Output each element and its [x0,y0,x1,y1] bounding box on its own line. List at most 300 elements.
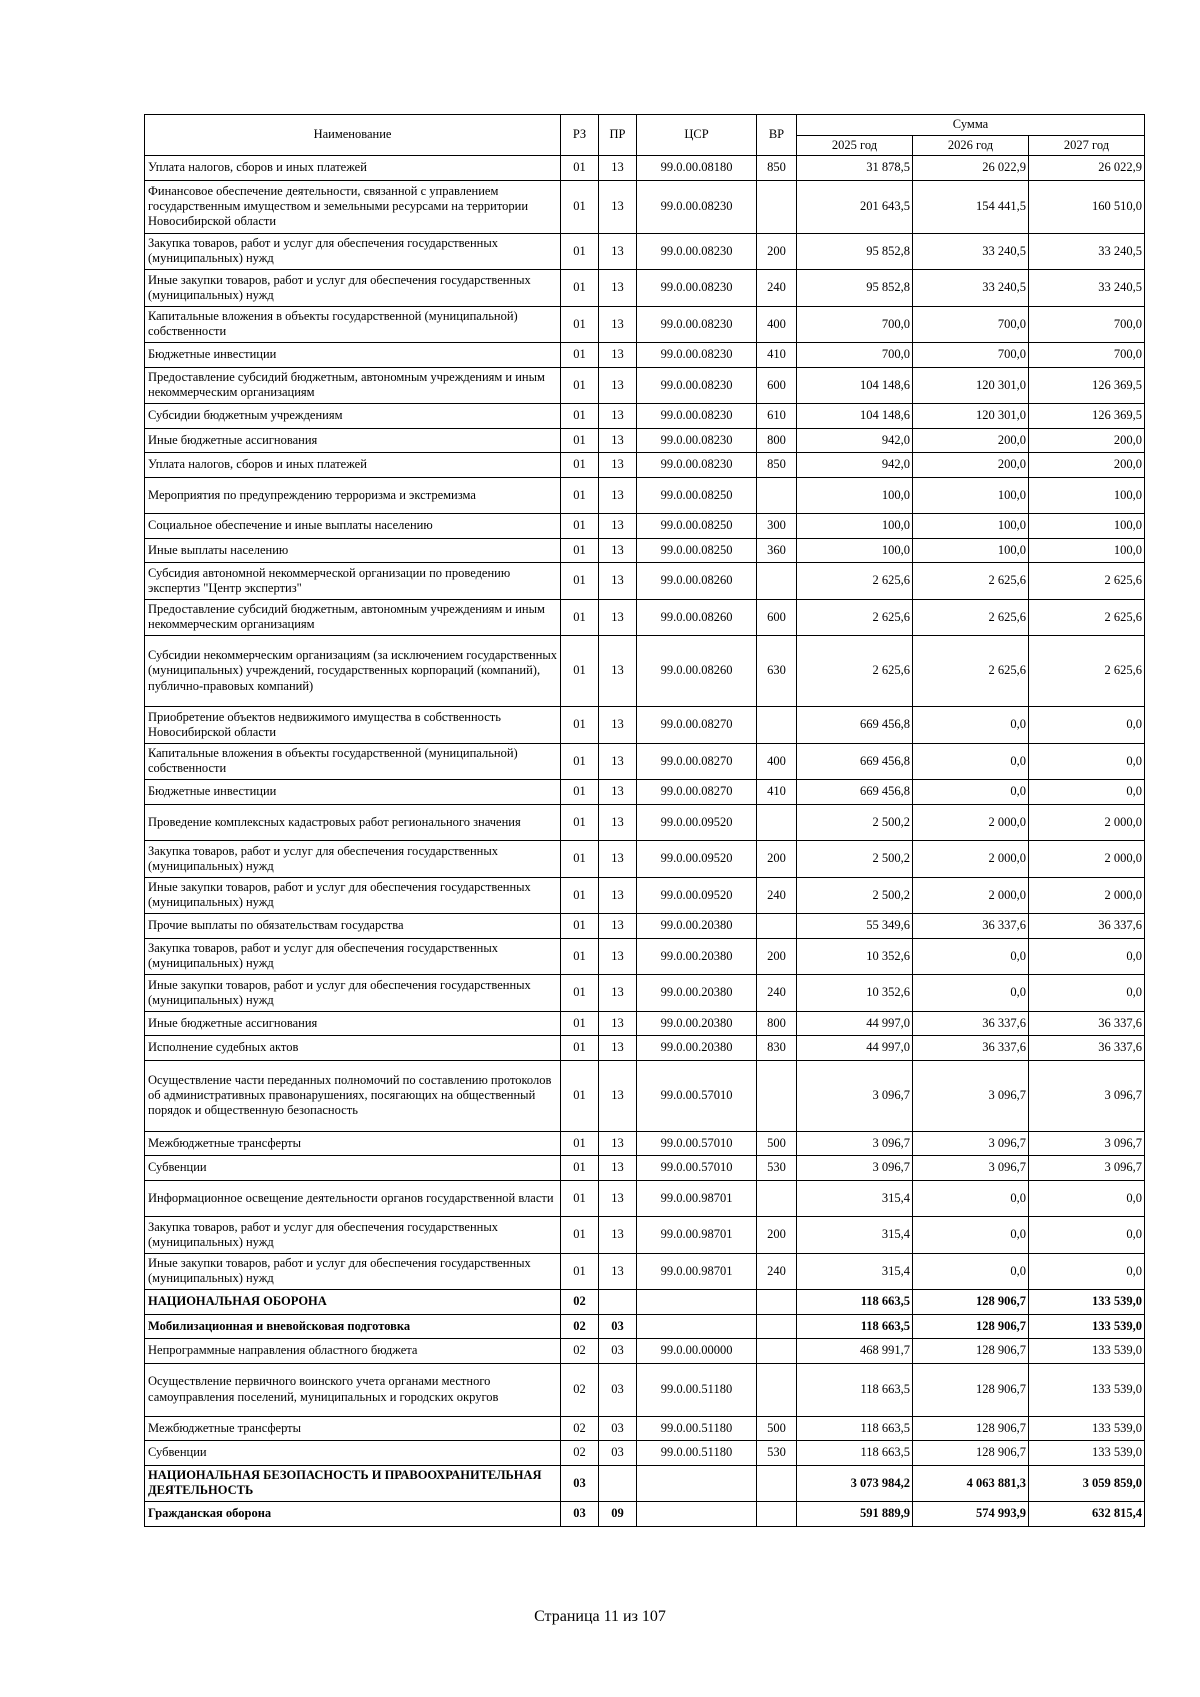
cell-sum-2025: 315,4 [797,1217,913,1254]
cell-sum-2025: 3 096,7 [797,1060,913,1131]
cell-name: Непрограммные направления областного бюджета [145,1339,561,1364]
cell-vr: 530 [757,1156,797,1181]
cell-csr: 99.0.00.08230 [637,404,757,429]
cell-vr: 800 [757,1011,797,1036]
header-year-2027: 2027 год [1029,136,1145,156]
cell-sum-2025: 669 456,8 [797,780,913,805]
table-body [145,156,1145,1527]
cell-name: Закупка товаров, работ и услуг для обеспечения государственных (муниципальных) нужд [145,841,561,878]
cell-vr: 240 [757,270,797,307]
cell-sum-2025: 468 991,7 [797,1339,913,1364]
cell-sum-2027: 2 625,6 [1029,636,1145,707]
cell-sum-2025: 315,4 [797,1253,913,1290]
cell-name: Субсидии бюджетным учреждениям [145,404,561,429]
cell-name: Иные закупки товаров, работ и услуг для обеспечения государственных (муниципальных) нужд [145,270,561,307]
cell-csr [637,1465,757,1502]
cell-sum-2026: 128 906,7 [913,1363,1029,1416]
cell-sum-2025: 315,4 [797,1180,913,1217]
cell-sum-2025: 44 997,0 [797,1036,913,1061]
cell-sum-2026: 2 625,6 [913,599,1029,636]
cell-pr: 13 [599,306,637,343]
cell-sum-2026: 4 063 881,3 [913,1465,1029,1502]
cell-pr: 13 [599,1036,637,1061]
cell-name: Приобретение объектов недвижимого имущества в собственность Новосибирской области [145,707,561,744]
table-row [145,453,1145,478]
table-row [145,1156,1145,1181]
cell-rz: 01 [561,975,599,1012]
cell-pr: 13 [599,343,637,368]
cell-rz: 01 [561,343,599,368]
cell-pr: 13 [599,599,637,636]
cell-name: Информационное освещение деятельности органов государственной власти [145,1180,561,1217]
cell-sum-2027: 100,0 [1029,538,1145,563]
cell-pr [599,1465,637,1502]
cell-sum-2027: 0,0 [1029,707,1145,744]
cell-rz: 02 [561,1441,599,1466]
cell-pr [599,1290,637,1315]
cell-vr: 400 [757,743,797,780]
cell-pr: 13 [599,233,637,270]
cell-name: Капитальные вложения в объекты государственной (муниципальной) собственности [145,306,561,343]
cell-sum-2025: 31 878,5 [797,156,913,181]
cell-sum-2026: 3 096,7 [913,1131,1029,1156]
cell-sum-2026: 128 906,7 [913,1314,1029,1339]
cell-rz: 01 [561,404,599,429]
table-row [145,477,1145,514]
cell-rz: 01 [561,780,599,805]
cell-sum-2025: 3 096,7 [797,1131,913,1156]
cell-pr: 03 [599,1416,637,1441]
cell-rz: 01 [561,1156,599,1181]
cell-sum-2027: 0,0 [1029,1253,1145,1290]
cell-sum-2026: 0,0 [913,1217,1029,1254]
cell-csr: 99.0.00.20380 [637,938,757,975]
page-number: Страница 11 из 107 [534,1608,666,1625]
cell-sum-2025: 55 349,6 [797,914,913,939]
cell-sum-2027: 36 337,6 [1029,1011,1145,1036]
cell-csr: 99.0.00.08260 [637,636,757,707]
cell-vr: 610 [757,404,797,429]
table-row [145,306,1145,343]
cell-pr: 13 [599,156,637,181]
cell-csr: 99.0.00.20380 [637,975,757,1012]
cell-rz: 01 [561,877,599,914]
cell-name: Предоставление субсидий бюджетным, автономным учреждениям и иным некоммерческим организациям [145,599,561,636]
cell-pr: 13 [599,914,637,939]
table-row [145,743,1145,780]
cell-name: Бюджетные инвестиции [145,343,561,368]
cell-csr: 99.0.00.51180 [637,1416,757,1441]
table-row [145,1036,1145,1061]
cell-sum-2027: 632 815,4 [1029,1502,1145,1527]
cell-sum-2027: 0,0 [1029,1180,1145,1217]
cell-sum-2026: 36 337,6 [913,1011,1029,1036]
cell-sum-2026: 2 625,6 [913,636,1029,707]
cell-vr: 200 [757,233,797,270]
cell-sum-2027: 0,0 [1029,1217,1145,1254]
cell-pr: 13 [599,804,637,841]
table-row [145,270,1145,307]
table-row [145,780,1145,805]
cell-name: Проведение комплексных кадастровых работ регионального значения [145,804,561,841]
cell-vr: 500 [757,1131,797,1156]
cell-csr: 99.0.00.98701 [637,1217,757,1254]
cell-sum-2025: 700,0 [797,343,913,368]
cell-sum-2026: 128 906,7 [913,1339,1029,1364]
cell-rz: 01 [561,453,599,478]
cell-pr: 13 [599,877,637,914]
cell-csr [637,1314,757,1339]
table-row [145,877,1145,914]
cell-sum-2026: 2 625,6 [913,563,1029,600]
cell-sum-2025: 2 625,6 [797,636,913,707]
header-rz: РЗ [561,115,599,156]
table-row [145,233,1145,270]
cell-sum-2026: 2 000,0 [913,877,1029,914]
cell-name: Осуществление первичного воинского учета органами местного самоуправления поселений, муниципальных и городских округов [145,1363,561,1416]
cell-sum-2026: 26 022,9 [913,156,1029,181]
table-row [145,707,1145,744]
table-row [145,1441,1145,1466]
cell-vr: 240 [757,975,797,1012]
cell-sum-2026: 128 906,7 [913,1416,1029,1441]
cell-csr: 99.0.00.08230 [637,180,757,233]
cell-rz: 01 [561,1131,599,1156]
cell-csr: 99.0.00.08260 [637,599,757,636]
cell-sum-2025: 3 073 984,2 [797,1465,913,1502]
table-row [145,404,1145,429]
cell-sum-2027: 3 096,7 [1029,1060,1145,1131]
cell-csr: 99.0.00.08230 [637,233,757,270]
cell-rz: 01 [561,1060,599,1131]
cell-sum-2027: 700,0 [1029,306,1145,343]
cell-pr: 03 [599,1441,637,1466]
cell-vr [757,180,797,233]
cell-csr: 99.0.00.08270 [637,707,757,744]
cell-name: Уплата налогов, сборов и иных платежей [145,156,561,181]
cell-sum-2027: 133 539,0 [1029,1314,1145,1339]
cell-sum-2025: 942,0 [797,453,913,478]
cell-sum-2027: 200,0 [1029,453,1145,478]
cell-vr: 500 [757,1416,797,1441]
cell-rz: 01 [561,599,599,636]
cell-csr: 99.0.00.08230 [637,453,757,478]
cell-name: Исполнение судебных актов [145,1036,561,1061]
table-row [145,804,1145,841]
cell-sum-2026: 100,0 [913,477,1029,514]
cell-csr: 99.0.00.51180 [637,1363,757,1416]
cell-pr: 13 [599,938,637,975]
cell-name: Межбюджетные трансферты [145,1131,561,1156]
cell-rz: 01 [561,156,599,181]
table-row [145,1290,1145,1315]
cell-vr: 800 [757,428,797,453]
cell-sum-2025: 700,0 [797,306,913,343]
cell-rz: 01 [561,514,599,539]
cell-csr: 99.0.00.57010 [637,1060,757,1131]
cell-pr: 13 [599,428,637,453]
cell-vr: 240 [757,877,797,914]
cell-pr: 13 [599,841,637,878]
table-row [145,1011,1145,1036]
cell-name: Гражданская оборона [145,1502,561,1527]
cell-sum-2026: 0,0 [913,938,1029,975]
cell-sum-2025: 104 148,6 [797,367,913,404]
cell-rz: 02 [561,1314,599,1339]
cell-sum-2025: 10 352,6 [797,975,913,1012]
cell-name: Мероприятия по предупреждению терроризма и экстремизма [145,477,561,514]
table-row [145,367,1145,404]
cell-rz: 01 [561,477,599,514]
cell-sum-2027: 160 510,0 [1029,180,1145,233]
cell-vr [757,477,797,514]
cell-name: Иные закупки товаров, работ и услуг для обеспечения государственных (муниципальных) нужд [145,877,561,914]
cell-csr: 99.0.00.08270 [637,743,757,780]
cell-name: Субвенции [145,1156,561,1181]
cell-sum-2026: 0,0 [913,1180,1029,1217]
cell-pr: 13 [599,707,637,744]
table-row [145,156,1145,181]
table-row [145,1131,1145,1156]
cell-sum-2025: 100,0 [797,514,913,539]
cell-pr: 13 [599,453,637,478]
cell-sum-2026: 120 301,0 [913,404,1029,429]
cell-name: Иные бюджетные ассигнования [145,428,561,453]
cell-sum-2027: 133 539,0 [1029,1441,1145,1466]
cell-name: НАЦИОНАЛЬНАЯ ОБОРОНА [145,1290,561,1315]
table-row [145,1060,1145,1131]
cell-pr: 13 [599,404,637,429]
cell-vr: 300 [757,514,797,539]
cell-rz: 02 [561,1290,599,1315]
cell-name: Закупка товаров, работ и услуг для обеспечения государственных (муниципальных) нужд [145,233,561,270]
cell-sum-2027: 33 240,5 [1029,233,1145,270]
cell-sum-2027: 0,0 [1029,780,1145,805]
cell-csr: 99.0.00.08230 [637,270,757,307]
cell-csr: 99.0.00.20380 [637,1011,757,1036]
cell-csr: 99.0.00.98701 [637,1180,757,1217]
cell-pr: 13 [599,563,637,600]
cell-csr: 99.0.00.08230 [637,343,757,368]
cell-rz: 01 [561,1036,599,1061]
cell-sum-2027: 2 625,6 [1029,599,1145,636]
table-row [145,514,1145,539]
cell-pr: 13 [599,1011,637,1036]
cell-csr: 99.0.00.09520 [637,841,757,878]
cell-rz: 03 [561,1502,599,1527]
cell-name: Межбюджетные трансферты [145,1416,561,1441]
cell-vr: 400 [757,306,797,343]
table-row [145,938,1145,975]
cell-vr [757,1502,797,1527]
cell-sum-2027: 133 539,0 [1029,1339,1145,1364]
cell-name: Закупка товаров, работ и услуг для обеспечения государственных (муниципальных) нужд [145,1217,561,1254]
cell-pr: 13 [599,1180,637,1217]
cell-sum-2026: 100,0 [913,514,1029,539]
cell-vr: 200 [757,938,797,975]
cell-vr: 600 [757,599,797,636]
cell-sum-2026: 0,0 [913,1253,1029,1290]
cell-vr [757,707,797,744]
cell-csr: 99.0.00.08250 [637,477,757,514]
cell-csr: 99.0.00.08230 [637,428,757,453]
cell-vr [757,1290,797,1315]
cell-sum-2027: 3 059 859,0 [1029,1465,1145,1502]
table-row [145,1253,1145,1290]
cell-sum-2026: 574 993,9 [913,1502,1029,1527]
cell-csr: 99.0.00.08250 [637,514,757,539]
table-row [145,1339,1145,1364]
cell-name: Субвенции [145,1441,561,1466]
cell-sum-2026: 120 301,0 [913,367,1029,404]
cell-sum-2027: 126 369,5 [1029,404,1145,429]
cell-sum-2026: 200,0 [913,453,1029,478]
cell-csr: 99.0.00.08230 [637,306,757,343]
cell-pr: 13 [599,270,637,307]
cell-pr: 13 [599,514,637,539]
cell-sum-2027: 133 539,0 [1029,1416,1145,1441]
cell-sum-2027: 2 625,6 [1029,563,1145,600]
header-pr: ПР [599,115,637,156]
cell-sum-2027: 700,0 [1029,343,1145,368]
cell-vr [757,1339,797,1364]
cell-csr [637,1502,757,1527]
cell-rz: 01 [561,428,599,453]
cell-sum-2026: 33 240,5 [913,233,1029,270]
cell-sum-2025: 118 663,5 [797,1416,913,1441]
cell-sum-2026: 128 906,7 [913,1290,1029,1315]
table-row [145,428,1145,453]
cell-name: Иные закупки товаров, работ и услуг для обеспечения государственных (муниципальных) нужд [145,975,561,1012]
cell-vr [757,1465,797,1502]
cell-rz: 01 [561,841,599,878]
cell-name: Закупка товаров, работ и услуг для обеспечения государственных (муниципальных) нужд [145,938,561,975]
cell-vr [757,563,797,600]
cell-pr: 13 [599,975,637,1012]
cell-sum-2025: 95 852,8 [797,270,913,307]
cell-csr: 99.0.00.98701 [637,1253,757,1290]
cell-sum-2025: 95 852,8 [797,233,913,270]
cell-pr: 03 [599,1363,637,1416]
cell-vr: 530 [757,1441,797,1466]
cell-vr: 240 [757,1253,797,1290]
table-row [145,1465,1145,1502]
table-row [145,1502,1145,1527]
cell-pr: 13 [599,743,637,780]
cell-rz: 02 [561,1339,599,1364]
cell-pr: 13 [599,180,637,233]
cell-sum-2025: 669 456,8 [797,707,913,744]
cell-sum-2025: 942,0 [797,428,913,453]
header-year-2026: 2026 год [913,136,1029,156]
cell-sum-2025: 100,0 [797,477,913,514]
cell-sum-2025: 118 663,5 [797,1314,913,1339]
header-vr: ВР [757,115,797,156]
cell-csr: 99.0.00.09520 [637,877,757,914]
cell-vr [757,914,797,939]
header-sum: Сумма [797,115,1145,136]
cell-sum-2027: 133 539,0 [1029,1290,1145,1315]
cell-rz: 03 [561,1465,599,1502]
cell-sum-2025: 591 889,9 [797,1502,913,1527]
cell-rz: 02 [561,1416,599,1441]
cell-sum-2025: 669 456,8 [797,743,913,780]
cell-sum-2025: 44 997,0 [797,1011,913,1036]
table-row [145,1180,1145,1217]
cell-vr [757,1060,797,1131]
cell-pr: 13 [599,780,637,805]
cell-rz: 01 [561,270,599,307]
header-csr: ЦСР [637,115,757,156]
cell-sum-2027: 33 240,5 [1029,270,1145,307]
cell-rz: 01 [561,707,599,744]
cell-csr: 99.0.00.08230 [637,367,757,404]
cell-sum-2027: 100,0 [1029,477,1145,514]
cell-name: Иные закупки товаров, работ и услуг для обеспечения государственных (муниципальных) нужд [145,1253,561,1290]
table-row [145,1314,1145,1339]
cell-csr: 99.0.00.51180 [637,1441,757,1466]
cell-csr: 99.0.00.08250 [637,538,757,563]
cell-csr: 99.0.00.57010 [637,1156,757,1181]
cell-name: Капитальные вложения в объекты государственной (муниципальной) собственности [145,743,561,780]
cell-rz: 01 [561,180,599,233]
cell-pr: 13 [599,1217,637,1254]
cell-rz: 01 [561,938,599,975]
cell-sum-2026: 100,0 [913,538,1029,563]
cell-name: Социальное обеспечение и иные выплаты населению [145,514,561,539]
cell-sum-2026: 3 096,7 [913,1060,1029,1131]
cell-sum-2025: 118 663,5 [797,1290,913,1315]
cell-sum-2026: 154 441,5 [913,180,1029,233]
cell-pr: 13 [599,636,637,707]
cell-name: Финансовое обеспечение деятельности, связанной с управлением государственным имуществом и земельными ресурсами на территории Новосибирской области [145,180,561,233]
cell-csr: 99.0.00.09520 [637,804,757,841]
cell-sum-2025: 2 625,6 [797,563,913,600]
cell-rz: 01 [561,914,599,939]
cell-sum-2025: 118 663,5 [797,1441,913,1466]
cell-rz: 01 [561,306,599,343]
cell-sum-2025: 2 500,2 [797,804,913,841]
cell-sum-2027: 200,0 [1029,428,1145,453]
table-row [145,1363,1145,1416]
cell-sum-2025: 100,0 [797,538,913,563]
cell-pr: 03 [599,1314,637,1339]
cell-sum-2026: 0,0 [913,780,1029,805]
cell-vr [757,1314,797,1339]
cell-vr: 410 [757,780,797,805]
cell-vr: 630 [757,636,797,707]
cell-pr: 13 [599,538,637,563]
cell-sum-2027: 2 000,0 [1029,841,1145,878]
table-row [145,1416,1145,1441]
cell-vr: 850 [757,156,797,181]
cell-name: Мобилизационная и вневойсковая подготовка [145,1314,561,1339]
cell-sum-2026: 0,0 [913,743,1029,780]
cell-pr: 13 [599,1156,637,1181]
cell-vr: 200 [757,1217,797,1254]
table-row [145,1217,1145,1254]
cell-rz: 01 [561,1011,599,1036]
cell-rz: 01 [561,233,599,270]
cell-pr: 13 [599,367,637,404]
cell-sum-2027: 2 000,0 [1029,877,1145,914]
table-row [145,563,1145,600]
cell-sum-2027: 26 022,9 [1029,156,1145,181]
cell-sum-2026: 33 240,5 [913,270,1029,307]
cell-sum-2026: 700,0 [913,306,1029,343]
table-row [145,180,1145,233]
cell-rz: 01 [561,743,599,780]
